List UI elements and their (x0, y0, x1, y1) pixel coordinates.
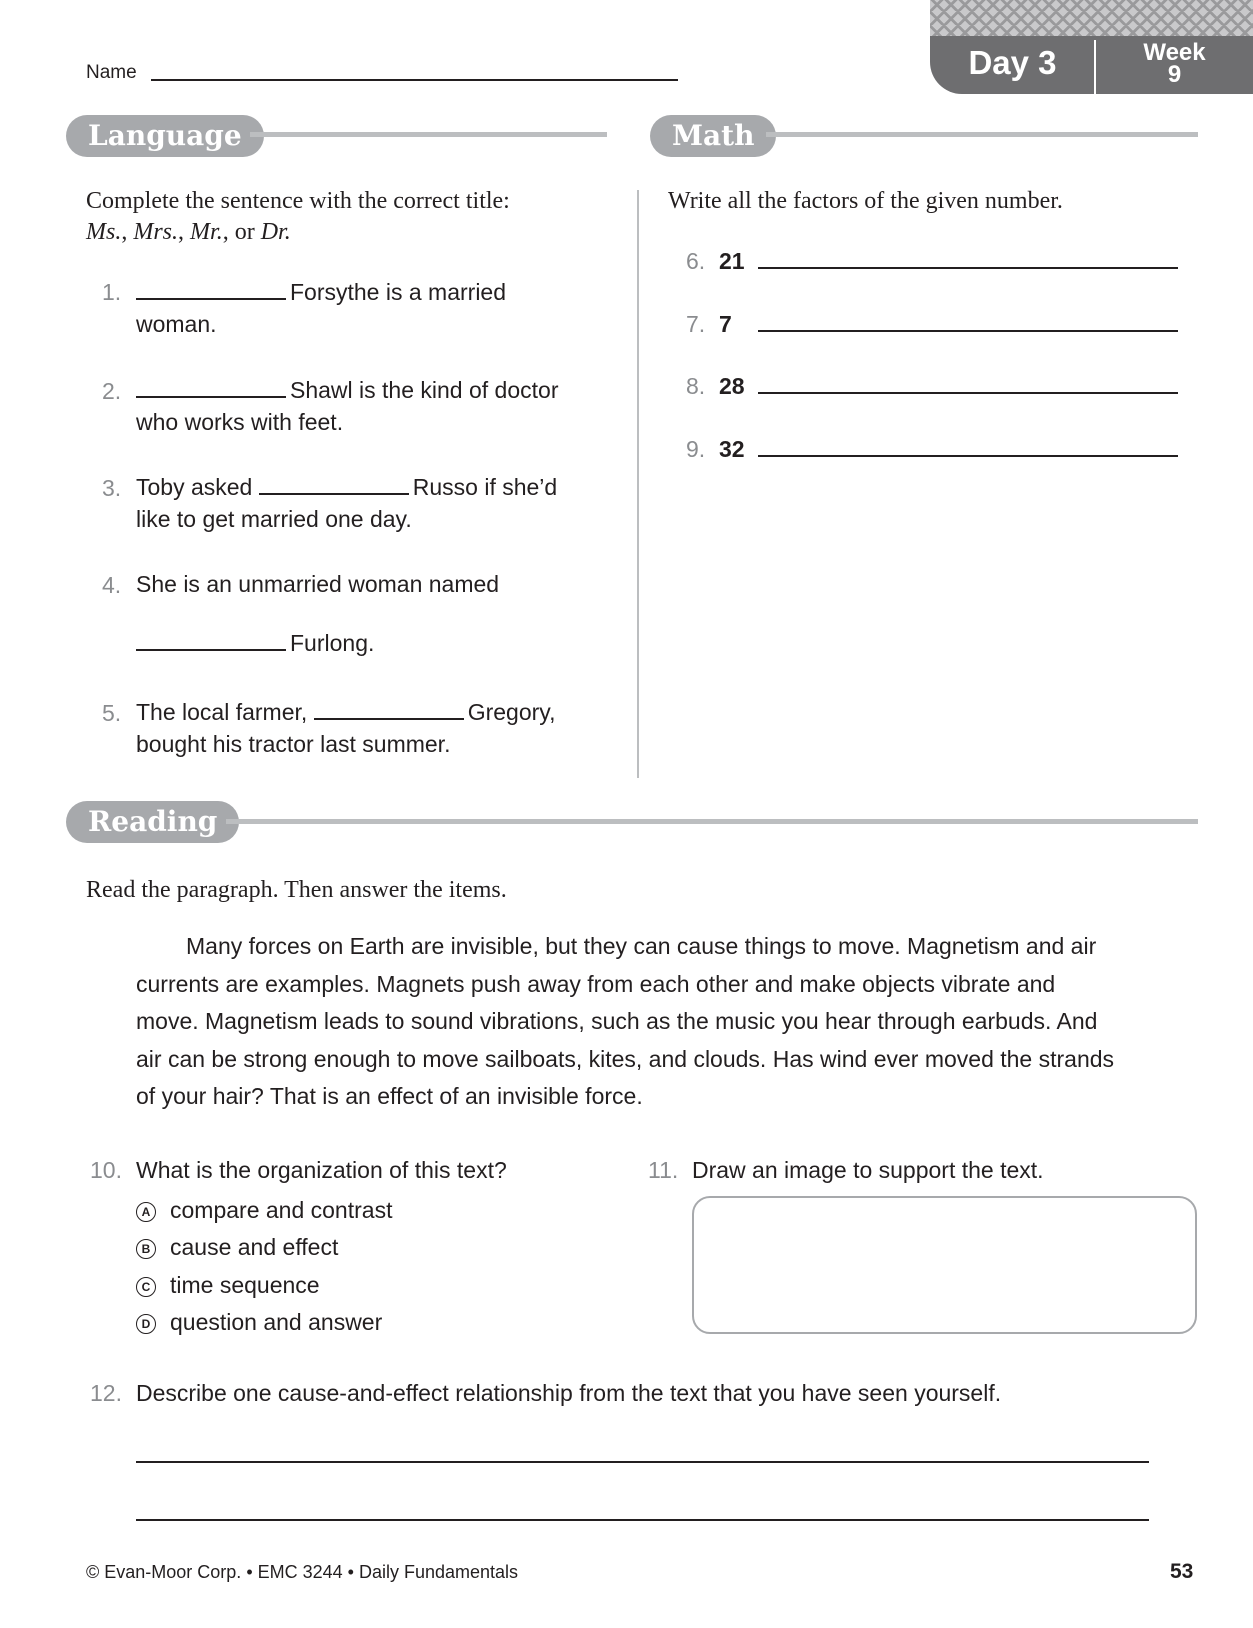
math-value: 32 (719, 436, 745, 462)
choice-text: compare and contrast (170, 1197, 393, 1223)
reading-paragraph: Many forces on Earth are invisible, but they can cause things to move. Magnetism and air currents are examples. Magnets push away from each other and make objects vibrate and move. Magnetism leads to sound vibrations, such as the music you hear through earbuds. And air can be strong enough to move sailboats, kites, and clouds. Has wind ever moved the strands of your hair? That is an effect of an invisible force. (136, 933, 1115, 1109)
item-text: Shawl is the kind of doctor (290, 377, 559, 403)
instruction-line-2: Ms., Mrs., Mr., or Dr. (86, 219, 291, 245)
choice-text: time sequence (170, 1272, 320, 1298)
item-text: like to get married one day. (136, 506, 412, 532)
item-text: Forsythe is a married (290, 279, 507, 305)
language-item-2 (136, 374, 606, 438)
answer-blank[interactable] (259, 493, 409, 495)
item-text: woman. (136, 311, 217, 337)
math-section-title: Math (650, 115, 776, 157)
column-divider (637, 190, 639, 778)
item-number: 8. (686, 373, 706, 399)
item-number: 3. (102, 475, 122, 501)
title-mrs: Mrs. (133, 219, 179, 245)
name-label: Name (86, 62, 137, 83)
answer-line[interactable] (758, 455, 1178, 457)
language-item-4 (136, 568, 606, 659)
answer-line[interactable] (758, 267, 1178, 269)
item-text: Russo if she’d (412, 474, 558, 500)
language-item-3 (136, 471, 606, 535)
item-number: 2. (102, 378, 122, 404)
item-text: Furlong. (290, 630, 375, 656)
answer-blank[interactable] (314, 718, 464, 720)
item-text: bought his tractor last summer. (136, 731, 451, 757)
item-text: Gregory, (467, 699, 556, 725)
reading-instruction: Read the paragraph. Then answer the items. (86, 877, 507, 903)
item-number: 4. (102, 572, 122, 598)
item-number: 10. (90, 1157, 122, 1183)
question-11: Draw an image to support the text. (692, 1157, 1044, 1183)
answer-line[interactable] (758, 392, 1178, 394)
bubble-b-icon[interactable]: B (136, 1239, 156, 1259)
language-item-5 (136, 696, 606, 760)
title-mr: Mr. (190, 219, 223, 245)
day-week-tab (930, 0, 1253, 94)
item-text: Toby asked (136, 474, 253, 500)
bubble-a-icon[interactable]: A (136, 1202, 156, 1222)
item-text: who works with feet. (136, 409, 344, 435)
language-instruction (86, 186, 606, 248)
day-label: Day 3 (968, 44, 1057, 81)
language-item-1 (136, 276, 606, 340)
bubble-c-icon[interactable]: C (136, 1277, 156, 1297)
title-dr: Dr. (260, 219, 291, 245)
item-number: 11. (648, 1157, 679, 1183)
choice-c[interactable] (136, 1272, 320, 1299)
reading-section-title: Reading (66, 801, 239, 843)
math-rule (766, 132, 1198, 137)
name-input-line[interactable] (151, 79, 678, 81)
title-ms: Ms. (86, 219, 122, 245)
answer-blank[interactable] (136, 649, 286, 651)
item-number: 7. (686, 311, 706, 337)
math-value: 7 (719, 311, 732, 337)
answer-blank[interactable] (136, 396, 286, 398)
item-number: 6. (686, 248, 706, 274)
answer-line[interactable] (758, 330, 1178, 332)
reading-rule (226, 819, 1198, 824)
item-number: 5. (102, 700, 122, 726)
choice-b[interactable] (136, 1234, 338, 1261)
choice-text: question and answer (170, 1309, 383, 1335)
choice-d[interactable] (136, 1309, 382, 1336)
bubble-d-icon[interactable]: D (136, 1314, 156, 1334)
choice-a[interactable] (136, 1197, 392, 1224)
page-number: 53 (1170, 1560, 1194, 1583)
drawing-box[interactable] (692, 1196, 1197, 1334)
decorative-pattern (930, 0, 1253, 36)
question-12: Describe one cause-and-effect relationship from the text that you have seen yourself. (136, 1380, 1002, 1406)
math-value: 28 (719, 373, 745, 399)
answer-blank[interactable] (136, 298, 286, 300)
item-text: The local farmer, (136, 699, 308, 725)
answer-line[interactable] (136, 1519, 1149, 1521)
language-section-title: Language (66, 115, 264, 157)
footer-copyright: © Evan-Moor Corp. • EMC 3244 • Daily Fundamentals (86, 1562, 519, 1582)
week-label (1096, 39, 1253, 88)
item-number: 12. (90, 1380, 122, 1406)
instruction-line-1: Complete the sentence with the correct title: (86, 188, 510, 214)
item-number: 9. (686, 436, 706, 462)
week-text: Week (1143, 39, 1206, 66)
item-text: She is an unmarried woman named (136, 571, 500, 597)
math-instruction: Write all the factors of the given number. (668, 188, 1063, 214)
language-rule (250, 132, 607, 137)
week-number: 9 (1167, 61, 1182, 88)
item-number: 1. (102, 279, 122, 305)
choice-text: cause and effect (170, 1234, 339, 1260)
math-value: 21 (719, 248, 745, 274)
answer-line[interactable] (136, 1461, 1149, 1463)
question-10: What is the organization of this text? (136, 1157, 507, 1183)
